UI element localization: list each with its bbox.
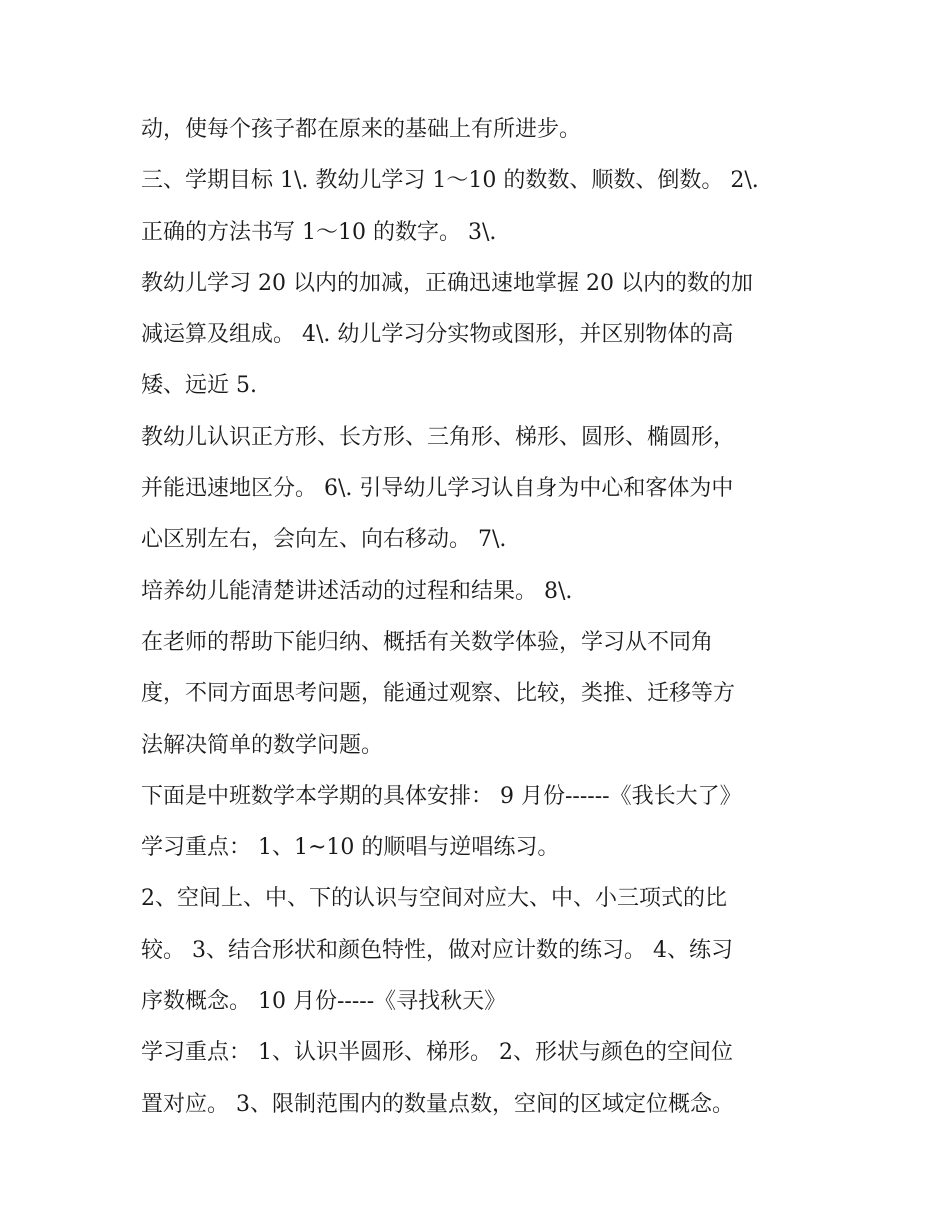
text-line-1: 动，使每个孩子都在原来的基础上有所进步。	[141, 117, 582, 142]
text-line-7: 教幼儿认识正方形、长方形、三角形、梯形、圆形、椭圆形，	[141, 424, 736, 450]
text-line-16: 2、空间上、中、下的认识与空间对应大、中、小三项式的比	[141, 886, 727, 912]
text-line-2: 三、学期目标 1\. 教幼儿学习 1～10 的数数、顺数、倒数。 2\.	[141, 168, 759, 194]
text-line-8: 并能迅速地区分。 6\. 引导幼儿学习认自身为中心和客体为中	[141, 476, 734, 502]
text-line-12: 度，不同方面思考问题，能通过观察、比较，类推、迁移等方	[141, 681, 736, 707]
text-line-13: 法解决简单的数学问题。	[141, 732, 384, 758]
text-line-3: 正确的方法书写 1～10 的数字。 3\.	[141, 219, 497, 245]
text-line-17: 较。 3、结合形状和颜色特性，做对应计数的练习。 4、练习	[141, 937, 733, 963]
text-line-19: 学习重点： 1、认识半圆形、梯形。 2、形状与颜色的空间位	[141, 1040, 733, 1066]
text-line-15: 学习重点： 1、1~10 的顺唱与逆唱练习。	[141, 835, 560, 861]
text-line-20: 置对应。 3、限制范围内的数量点数，空间的区域定位概念。	[141, 1091, 734, 1117]
text-line-11: 在老师的帮助下能归纳、概括有关数学体验，学习从不同角	[141, 629, 714, 655]
text-line-5: 减运算及组成。 4\. 幼儿学习分实物或图形，并区别物体的高	[141, 322, 734, 348]
text-line-4: 教幼儿学习 20 以内的加减，正确迅速地掌握 20 以内的数的加	[141, 270, 753, 296]
text-line-9: 心区别左右，会向左、向右移动。 7\.	[141, 527, 507, 553]
text-line-6: 矮、远近 5.	[141, 373, 257, 399]
text-line-10: 培养幼儿能清楚讲述活动的过程和结果。 8\.	[141, 578, 573, 604]
text-line-18: 序数概念。 10 月份-----《寻找秋天》	[141, 989, 507, 1015]
text-line-14: 下面是中班数学本学期的具体安排： 9 月份------《我长大了》	[141, 783, 742, 809]
document-body	[141, 104, 841, 1130]
